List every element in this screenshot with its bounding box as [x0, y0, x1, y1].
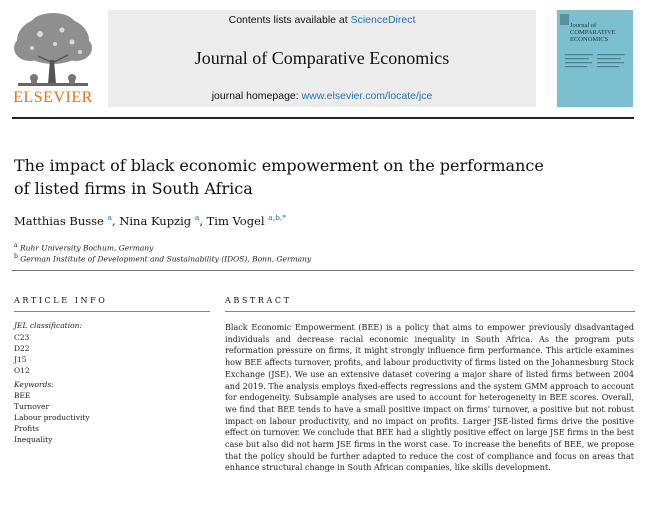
author-name[interactable]: Matthias Busse — [14, 213, 104, 228]
article-title — [14, 154, 574, 200]
article-info-heading: ARTICLE INFO — [14, 296, 108, 305]
keyword: Profits — [14, 424, 40, 433]
author-name[interactable]: Tim Vogel — [206, 213, 265, 228]
cover-title-line3: ECONOMICS — [570, 36, 609, 43]
article-title-line2: of listed firms in South Africa — [14, 179, 253, 198]
jel-code: D22 — [14, 344, 30, 353]
affiliation-divider — [12, 270, 634, 271]
affiliation-b — [14, 253, 614, 264]
author-affiliation-mark[interactable]: a — [194, 213, 200, 222]
affiliation-text: German Institute of Development and Sustainability (IDOS), Bonn, Germany — [20, 254, 312, 264]
contents-prefix: Contents lists available at — [228, 14, 351, 26]
homepage-line — [108, 90, 536, 102]
homepage-prefix: journal homepage: — [211, 90, 302, 102]
keywords-label: Keywords: — [14, 380, 54, 389]
cover-title-line2: COMPARATIVE — [570, 29, 616, 36]
cover-title — [570, 22, 630, 43]
abstract-divider — [225, 311, 635, 312]
jel-code: O12 — [14, 366, 30, 375]
author-affiliation-mark[interactable]: a,b,* — [268, 213, 287, 222]
article-info-divider — [14, 311, 210, 312]
keyword: BEE — [14, 391, 31, 400]
keyword: Labour productivity — [14, 413, 90, 422]
affiliation-mark: a — [14, 242, 18, 249]
abstract-text: Black Economic Empowerment (BEE) is a policy that aims to empower previously disadvantaged individuals and decrease racial economic inequality in South Africa. As the program puts reformation pressure on firms, it might strongly influence firm performance. This article examines how BEE affects turnover, profits, and labour productivity of firms listed on the Johannesburg Stock Exchange (JSE). We use an extensive dataset covering a major share of listed firms between 2004 and 2019. The analysis employs fixed-effects regressions and the system GMM approach to account for endogeneity. Subsample analyses are used to account for heterogeneity in BEE scores. Overall, we find that BEE tends to have a small positive impact on firms' turnover, a positive but not robust impact on labour productivity, and no impact on profits. Larger JSE-listed firms drive the positive effect on turnover. We conclude that BEE had a slightly positive effect on large JSE firms in the best case but also did not harm JSE firms in the worst case. To increase the benefits of BEE, we propose that the policy should be further adapted to reduce the cost of compliance and focus on areas that enhance structural change in South African companies, like skills development. — [225, 323, 635, 473]
keyword: Turnover — [14, 402, 50, 411]
contents-line — [108, 14, 536, 26]
homepage-link[interactable]: www.elsevier.com/locate/jce — [301, 90, 433, 102]
journal-title: Journal of Comparative Economics — [194, 48, 450, 68]
abstract-heading: ABSTRACT — [225, 296, 292, 305]
affiliation-text: Ruhr University Bochum, Germany — [19, 243, 154, 253]
affiliation-mark: b — [14, 253, 18, 260]
article-title-line1: The impact of black economic empowerment on the performance — [14, 156, 544, 175]
cover-title-line1: Journal of — [570, 22, 597, 29]
author-affiliation-mark[interactable]: a — [107, 213, 112, 222]
header-divider — [12, 117, 634, 119]
jel-label: JEL classification: — [14, 321, 82, 330]
sciencedirect-link[interactable]: ScienceDirect — [350, 14, 416, 26]
affiliation-a — [14, 242, 614, 253]
author-list: Matthias Busse $^a$, Nina Kupzig $^a$, Tim Vogel $^{a,b,*}$ — [14, 213, 287, 228]
publisher-name: ELSEVIER — [13, 89, 93, 106]
jel-code: J15 — [14, 355, 27, 364]
author-name[interactable]: Nina Kupzig — [119, 213, 192, 228]
keyword: Inequality — [14, 435, 53, 444]
jel-code: C23 — [14, 333, 30, 342]
